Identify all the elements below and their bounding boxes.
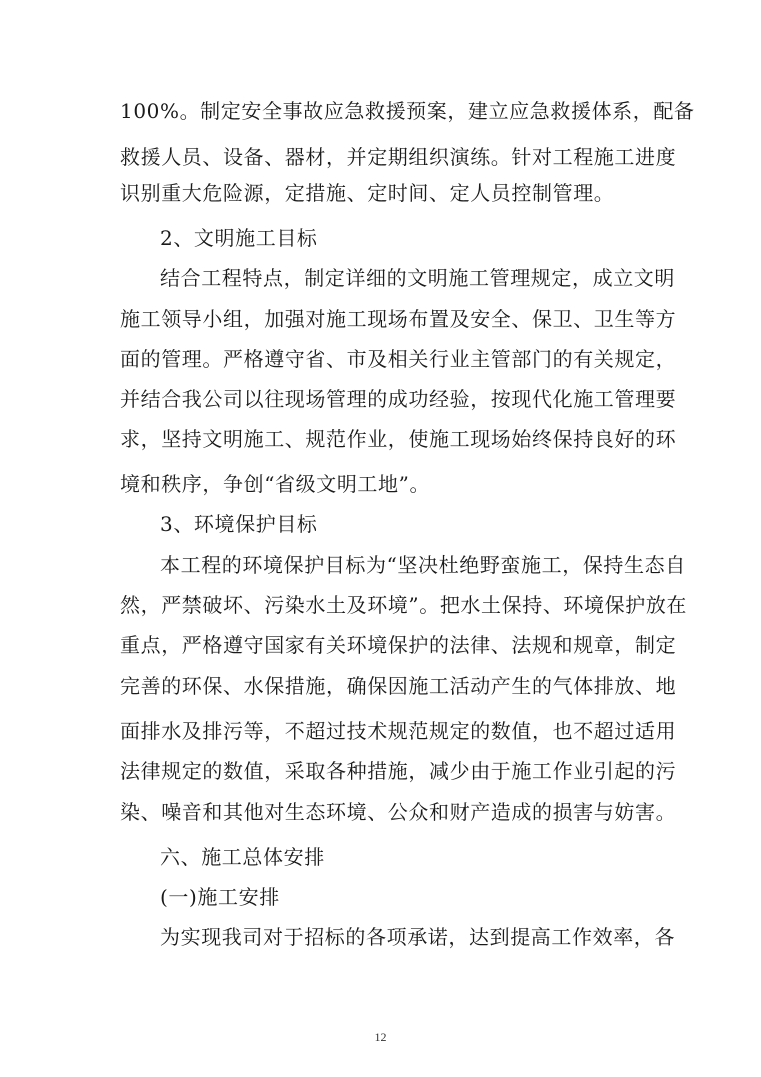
text-line: 面的管理。严格遵守省、市及相关行业主管部门的有关规定， xyxy=(120,347,677,371)
text-line: 法律规定的数值，采取各种措施，减少由于施工作业引起的污 xyxy=(120,759,677,783)
section-heading: 2、文明施工目标 xyxy=(160,226,318,250)
text-line: 为实现我司对于招标的各项承诺，达到提高工作效率，各 xyxy=(160,925,675,949)
text-line: 结合工程特点，制定详细的文明施工管理规定，成立文明 xyxy=(160,266,675,290)
subsection-heading: (一)施工安排 xyxy=(160,885,280,909)
section-heading: 六、施工总体安排 xyxy=(160,845,325,869)
section-heading: 3、环境保护目标 xyxy=(160,512,318,536)
text-line: 完善的环保、水保措施，确保因施工活动产生的气体排放、地 xyxy=(120,674,677,698)
text-line: 重点，严格遵守国家有关环境保护的法律、法规和规章，制定 xyxy=(120,633,677,657)
text-line: 救援人员、设备、器材，并定期组织演练。针对工程施工进度 xyxy=(120,145,677,169)
text-line: 境和秩序，争创“省级文明工地”。 xyxy=(120,472,431,496)
text-line: 100%。制定安全事故应急救援预案，建立应急救援体系，配备 xyxy=(120,99,695,123)
text-line: 识别重大危险源，定措施、定时间、定人员控制管理。 xyxy=(120,181,615,205)
text-line: 求，坚持文明施工、规范作业，使施工现场始终保持良好的环 xyxy=(120,427,677,451)
page-number: 12 xyxy=(374,1030,387,1044)
text-line: 本工程的环境保护目标为“坚决杜绝野蛮施工，保持生态自 xyxy=(160,553,686,577)
text-line: 面排水及排污等，不超过技术规范规定的数值，也不超过适用 xyxy=(120,719,677,743)
text-line: 并结合我公司以往现场管理的成功经验，按现代化施工管理要 xyxy=(120,387,677,411)
text-line: 施工领导小组，加强对施工现场布置及安全、保卫、卫生等方 xyxy=(120,307,677,331)
text-line: 然，严禁破坏、污染水土及环境”。把水土保持、环境保护放在 xyxy=(120,593,688,617)
text-line: 染、噪音和其他对生态环境、公众和财产造成的损害与妨害。 xyxy=(120,800,677,824)
